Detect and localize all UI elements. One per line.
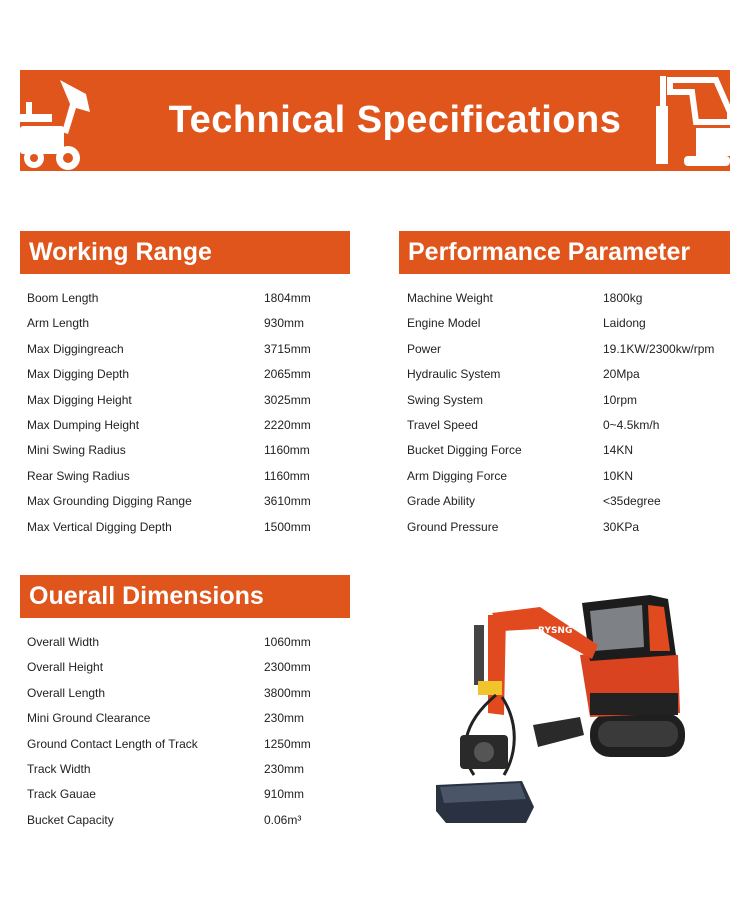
spec-label: Max Diggingreach <box>27 341 124 356</box>
table-row <box>27 337 347 362</box>
table-row <box>407 388 737 413</box>
spec-label: Track Width <box>27 761 91 776</box>
spec-label: Max Vertical Digging Depth <box>27 519 172 534</box>
dimensions-header <box>20 575 350 618</box>
spec-label: Power <box>407 341 442 356</box>
title-banner <box>20 70 730 171</box>
spec-value: 2220mm <box>264 417 311 432</box>
mini-excavator-photo <box>430 585 700 830</box>
spec-value: 910mm <box>264 787 305 802</box>
spec-value: 10KN <box>603 468 634 483</box>
spec-value: 2065mm <box>264 367 311 382</box>
table-row <box>27 515 347 540</box>
working-range-table <box>27 286 347 540</box>
spec-label: Overall Length <box>27 685 106 700</box>
table-row <box>407 438 737 463</box>
table-row <box>27 808 347 833</box>
spec-label: Arm Length <box>27 316 90 331</box>
spec-label: Grade Ability <box>407 494 476 509</box>
table-row <box>27 706 347 731</box>
spec-label: Mini Swing Radius <box>27 443 126 458</box>
spec-label: Max Digging Depth <box>27 367 130 382</box>
working-range-title: Working Range <box>29 238 212 266</box>
spec-value: 1250mm <box>264 736 311 751</box>
spec-value: 0~4.5km/h <box>603 417 660 432</box>
working-range-header <box>20 231 350 274</box>
table-row <box>27 757 347 782</box>
spec-label: Ground Pressure <box>407 519 499 534</box>
table-row <box>27 286 347 311</box>
table-row <box>407 286 737 311</box>
spec-label: Swing System <box>407 392 484 407</box>
table-row <box>27 464 347 489</box>
spec-label: Track Gauae <box>27 787 96 802</box>
table-row <box>27 413 347 438</box>
page-title: Technical Specifications <box>168 99 622 141</box>
spec-value: 2300mm <box>264 660 311 675</box>
table-row <box>27 438 347 463</box>
spec-label: Hydraulic System <box>407 367 501 382</box>
spec-value: 230mm <box>264 761 305 776</box>
spec-label: Arm Digging Force <box>407 468 508 483</box>
spec-value: 14KN <box>603 443 634 458</box>
spec-label: Bucket Capacity <box>27 812 114 827</box>
spec-label: Max Dumping Height <box>27 417 140 432</box>
table-row <box>27 489 347 514</box>
spec-value: 1160mm <box>264 443 310 458</box>
spec-label: Overall Width <box>27 635 100 649</box>
table-row <box>27 388 347 413</box>
spec-value: 20Mpa <box>603 367 640 382</box>
spec-label: Max Digging Height <box>27 392 132 407</box>
spec-value: <35degree <box>603 494 661 509</box>
performance-title: Performance Parameter <box>408 238 691 266</box>
table-row <box>407 413 737 438</box>
spec-value: 3610mm <box>264 494 311 509</box>
spec-label: Overall Height <box>27 660 104 675</box>
brand-text: RYSNG <box>538 626 573 636</box>
spec-value: 3715mm <box>264 341 311 356</box>
table-row <box>407 337 737 362</box>
table-row <box>27 782 347 807</box>
table-row <box>27 655 347 680</box>
spec-value: 10rpm <box>603 392 638 407</box>
table-row <box>407 311 737 336</box>
spec-label: Engine Model <box>407 316 481 331</box>
performance-header <box>399 231 730 274</box>
spec-value: 3800mm <box>264 685 311 700</box>
spec-label: Max Grounding Digging Range <box>27 494 192 509</box>
spec-label: Boom Length <box>27 291 99 305</box>
spec-value: 0.06m³ <box>264 812 302 827</box>
spec-label: Ground Contact Length of Track <box>27 736 198 751</box>
table-row <box>407 515 737 540</box>
table-row <box>27 630 347 655</box>
spec-value: Laidong <box>603 316 646 331</box>
spec-value: 30KPa <box>603 519 640 534</box>
spec-label: Rear Swing Radius <box>27 468 130 483</box>
spec-value: 1800kg <box>603 291 643 305</box>
table-row <box>27 362 347 387</box>
dimensions-table <box>27 630 347 833</box>
table-row <box>27 311 347 336</box>
table-row <box>27 681 347 706</box>
table-row <box>27 732 347 757</box>
spec-label: Travel Speed <box>407 417 478 432</box>
dimensions-title: Ouerall Dimensions <box>29 582 264 610</box>
table-row <box>407 464 737 489</box>
table-row <box>407 489 737 514</box>
spec-label: Machine Weight <box>407 291 493 305</box>
spec-label: Mini Ground Clearance <box>27 711 151 726</box>
spec-value: 1060mm <box>264 635 311 649</box>
spec-value: 1804mm <box>264 291 311 305</box>
spec-value: 1160mm <box>264 468 310 483</box>
spec-label: Bucket Digging Force <box>407 443 522 458</box>
spec-value: 1500mm <box>264 519 311 534</box>
table-row <box>407 362 737 387</box>
spec-value: 230mm <box>264 711 305 726</box>
performance-table <box>407 286 737 540</box>
spec-value: 3025mm <box>264 392 311 407</box>
spec-value: 19.1KW/2300kw/rpm <box>603 341 715 356</box>
spec-value: 930mm <box>264 316 305 331</box>
excavator-outline-icon <box>656 72 730 169</box>
